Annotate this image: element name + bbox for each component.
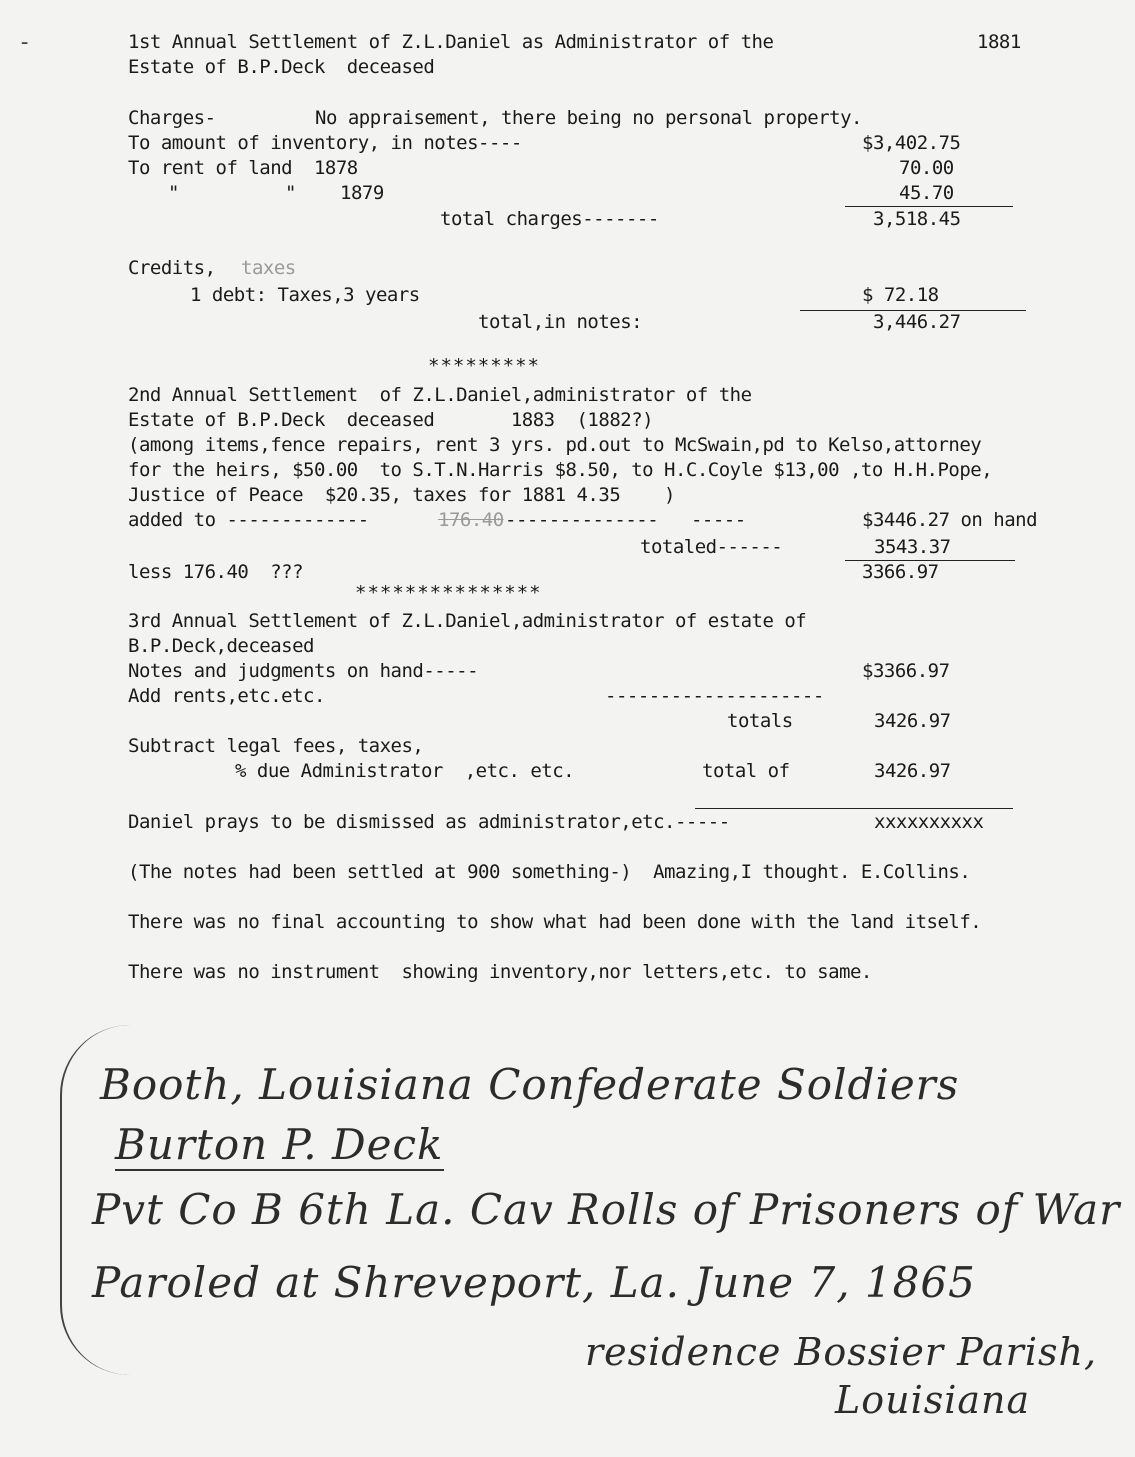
handwritten-line4: Paroled at Shreveport, La. June 7, 1865 — [92, 1258, 976, 1307]
s2-line1: 2nd Annual Settlement of Z.L.Daniel,administrator of the — [128, 384, 752, 406]
s1-title-line1: 1st Annual Settlement of Z.L.Daniel as Administrator of the — [128, 31, 774, 53]
total-charges-label: total charges------- — [440, 208, 659, 230]
separator-2: *************** — [355, 582, 542, 604]
credits-label: Credits, — [128, 257, 216, 279]
rule-total-charges — [845, 206, 1013, 207]
added-struck-value: 176.40 — [438, 509, 504, 531]
on-hand-amount: $3446.27 on hand — [862, 509, 1038, 531]
charges-label: Charges- — [128, 107, 216, 129]
handwritten-line5: residence Bossier Parish, — [585, 1330, 1098, 1374]
rent-1879-year: 1879 — [340, 182, 384, 204]
handwritten-line2: Burton P. Deck — [115, 1120, 444, 1169]
credits-struck-word: taxes — [241, 257, 296, 279]
total-notes-label: total,in notes: — [478, 311, 643, 333]
s3-line1: 3rd Annual Settlement of Z.L.Daniel,administrator of estate of — [128, 610, 807, 632]
separator-1: ********* — [428, 355, 540, 377]
add-rents-label: Add rents,etc.etc. — [128, 685, 325, 707]
added-to-label: added to ------------- — [128, 509, 369, 531]
handwritten-line1: Booth, Louisiana Confederate Soldiers — [100, 1060, 960, 1109]
ditto-mark-2: " — [285, 182, 296, 204]
s2-line4: for the heirs, $50.00 to S.T.N.Harris $8.50, to H.C.Coyle $13,00 ,to H.H.Pope, — [128, 459, 993, 481]
dismissal-amount: xxxxxxxxxx — [874, 811, 984, 833]
totals-amount: 3426.97 — [874, 710, 951, 732]
less-result-amount: 3366.97 — [862, 561, 939, 583]
handwritten-line3: Pvt Co B 6th La. Cav Rolls of Prisoners of War — [92, 1185, 1121, 1234]
s3-line2: B.P.Deck,deceased — [128, 635, 314, 657]
less-label: less 176.40 ??? — [128, 561, 304, 583]
added-dashes: -------------- ----- — [505, 509, 746, 531]
total-of-label: total of — [702, 760, 790, 782]
subtract-line1: Subtract legal fees, taxes, — [128, 735, 424, 757]
total-charges-amount: 3,518.45 — [873, 208, 961, 230]
no-final-accounting-note: There was no final accounting to show what had been done with the land itself. — [128, 911, 982, 933]
totaled-label: totaled------ — [640, 536, 783, 558]
dismissal-line: Daniel prays to be dismissed as administrator,etc.----- — [128, 811, 730, 833]
subtract-line2: % due Administrator ,etc. etc. — [235, 760, 575, 782]
s2-line3: (among items,fence repairs, rent 3 yrs. pd.out to McSwain,pd to Kelso,attorney — [128, 434, 982, 456]
ditto-mark-1: " — [168, 182, 179, 204]
margin-tick-mark: - — [18, 30, 32, 55]
no-instrument-note: There was no instrument showing inventory,nor letters,etc. to same. — [128, 961, 872, 983]
add-rents-dashes: -------------------- — [605, 685, 824, 707]
total-notes-amount: 3,446.27 — [873, 311, 961, 333]
rent-1879-amount: 45.70 — [899, 182, 954, 204]
notes-judgments-amount: $3366.97 — [862, 660, 950, 682]
debt-label: 1 debt: Taxes,3 years — [190, 284, 420, 306]
charges-note: No appraisement, there being no personal property. — [315, 107, 862, 129]
total-of-amount: 3426.97 — [874, 760, 951, 782]
s2-line5: Justice of Peace $20.35, taxes for 1881 4.35 ) — [128, 484, 675, 506]
s1-title-line2: Estate of B.P.Deck deceased — [128, 56, 435, 78]
s2-line2: Estate of B.P.Deck deceased 1883 (1882?) — [128, 409, 654, 431]
handwritten-line6: Louisiana — [835, 1378, 1031, 1422]
debt-amount: $ 72.18 — [862, 284, 939, 306]
rent-1878-amount: 70.00 — [899, 157, 954, 179]
rule-dismissal — [695, 808, 1013, 809]
s1-year: 1881 — [977, 31, 1021, 53]
inventory-label: To amount of inventory, in notes---- — [128, 132, 522, 154]
rent-1878-label: To rent of land 1878 — [128, 157, 358, 179]
totaled-amount: 3543.37 — [874, 536, 951, 558]
notes-judgments-label: Notes and judgments on hand----- — [128, 660, 479, 682]
collins-note: (The notes had been settled at 900 something-) Amazing,I thought. E.Collins. — [128, 861, 971, 883]
inventory-amount: $3,402.75 — [862, 132, 961, 154]
totals-label: totals — [727, 710, 793, 732]
